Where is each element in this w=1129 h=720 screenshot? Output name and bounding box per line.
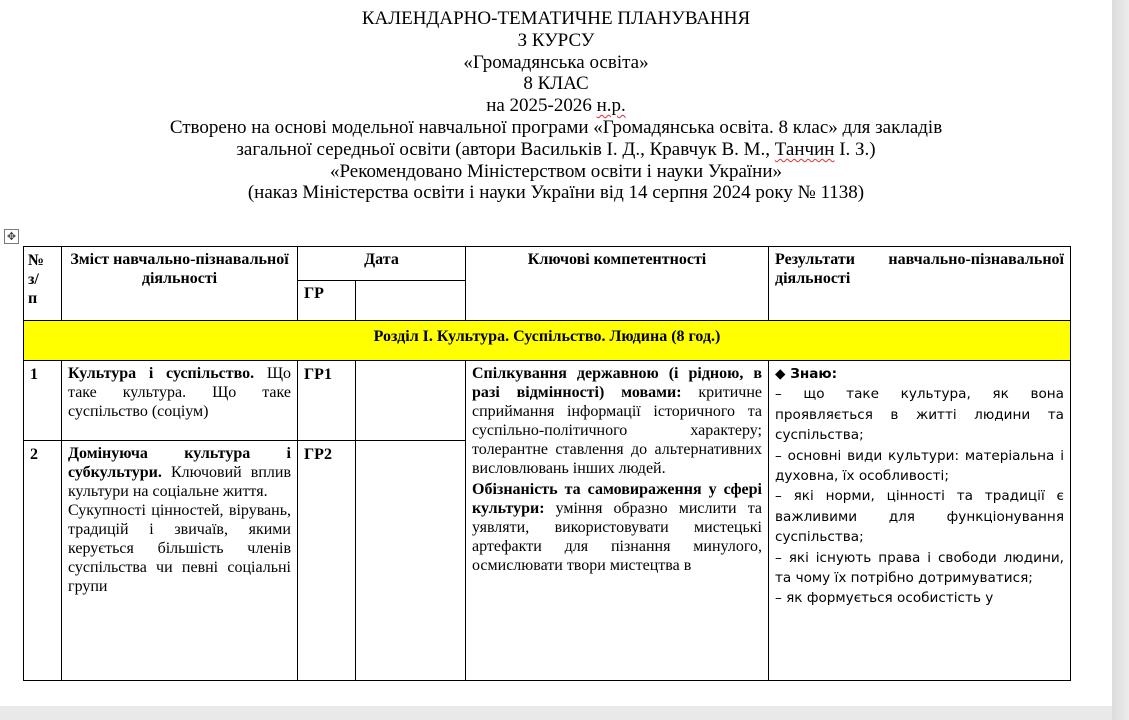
row-gr: ГР2 xyxy=(298,441,356,681)
row-content: Домінуюча культура і субкультури. Ключовий вплив культури на соціальне життя. Сукупності цінностей, вірувань, традицій і звичаїв, якими керується більшість членів суспільства чи певні соціальні групи xyxy=(62,441,298,681)
doc-order-line: (наказ Міністерства освіти і науки України від 14 серпня 2024 року № 1138) xyxy=(247,182,865,204)
doc-course-name: «Громадянська освіта» xyxy=(463,51,649,73)
doc-grade: 8 КЛАС xyxy=(523,73,589,95)
know-label: ◆ Знаю: xyxy=(775,366,838,382)
table-row xyxy=(24,361,1071,441)
planning-table xyxy=(23,246,1071,681)
competences-cell: Спілкування державною (і рідною, в разі відмінності) мовами: критичне сприймання інформації історичного та суспільно-політичного характеру; толерантне ставлення до альтернативних висловлювань інших людей. Обізнаність та самовираження у сфері культури: уміння образно мислити та уявляти, використовувати мистецькі артефакти для пізнання минулого, осмислювати твори мистецтва в xyxy=(466,361,769,681)
section-row xyxy=(24,321,1071,361)
doc-basis-line: Створено на основі модельної навчальної програми «Громадянська освіта. 8 клас» для закладів xyxy=(169,116,943,138)
result-item: – основні види культури: матеріальна і духовна, їх особливості; xyxy=(775,447,1064,485)
header-results: Результати навчально-пізнавальної діяльності xyxy=(769,247,1071,321)
doc-authors-line: загальної середньої освіти (автори Васильків І. Д., Кравчук В. М., Танчин І. З.) xyxy=(236,138,876,160)
table-move-handle-icon[interactable]: ✥ xyxy=(4,229,19,244)
results-cell xyxy=(769,361,1071,681)
header-number: № з/ п xyxy=(24,247,62,321)
row-date xyxy=(356,441,466,681)
document-header xyxy=(0,8,1112,204)
section-title: Розділ І. Культура. Суспільство. Людина (8 год.) xyxy=(24,321,1071,361)
doc-recommended-line: «Рекомендовано Міністерством освіти і науки України» xyxy=(329,160,783,182)
doc-subtitle-course: З КУРСУ xyxy=(517,29,595,51)
doc-title: КАЛЕНДАРНО-ТЕМАТИЧНЕ ПЛАНУВАННЯ xyxy=(361,8,751,29)
result-item: – що таке культура, як вона проявляється в житті людини та суспільства; xyxy=(775,386,1064,444)
header-gr: ГР xyxy=(298,281,356,321)
row-gr: ГР1 xyxy=(298,361,356,441)
header-date-empty xyxy=(356,281,466,321)
header-competences: Ключові компетентності xyxy=(466,247,769,321)
row-content: Культура і суспільство. Що таке культура. Що таке суспільство (соціум) xyxy=(62,361,298,441)
table-header-row xyxy=(24,247,1071,281)
row-number: 2 xyxy=(24,441,62,681)
spellcheck-underline: н.р. xyxy=(596,95,626,117)
row-number: 1 xyxy=(24,361,62,441)
row-date xyxy=(356,361,466,441)
result-item: – які існують права і свободи людини, та чому їх потрібно дотримуватися; xyxy=(775,549,1064,587)
header-date: Дата xyxy=(298,247,466,281)
page-edge xyxy=(1112,0,1129,720)
result-item: – як формується особистість у xyxy=(775,590,994,607)
header-content: Зміст навчально-пізнавальної діяльності xyxy=(62,247,298,321)
doc-year: на 2025-2026 н.р. xyxy=(486,95,626,117)
spellcheck-underline: Танчин xyxy=(774,138,835,160)
result-item: – які норми, цінності та традиції є важливими для функціонування суспільства; xyxy=(775,488,1064,546)
